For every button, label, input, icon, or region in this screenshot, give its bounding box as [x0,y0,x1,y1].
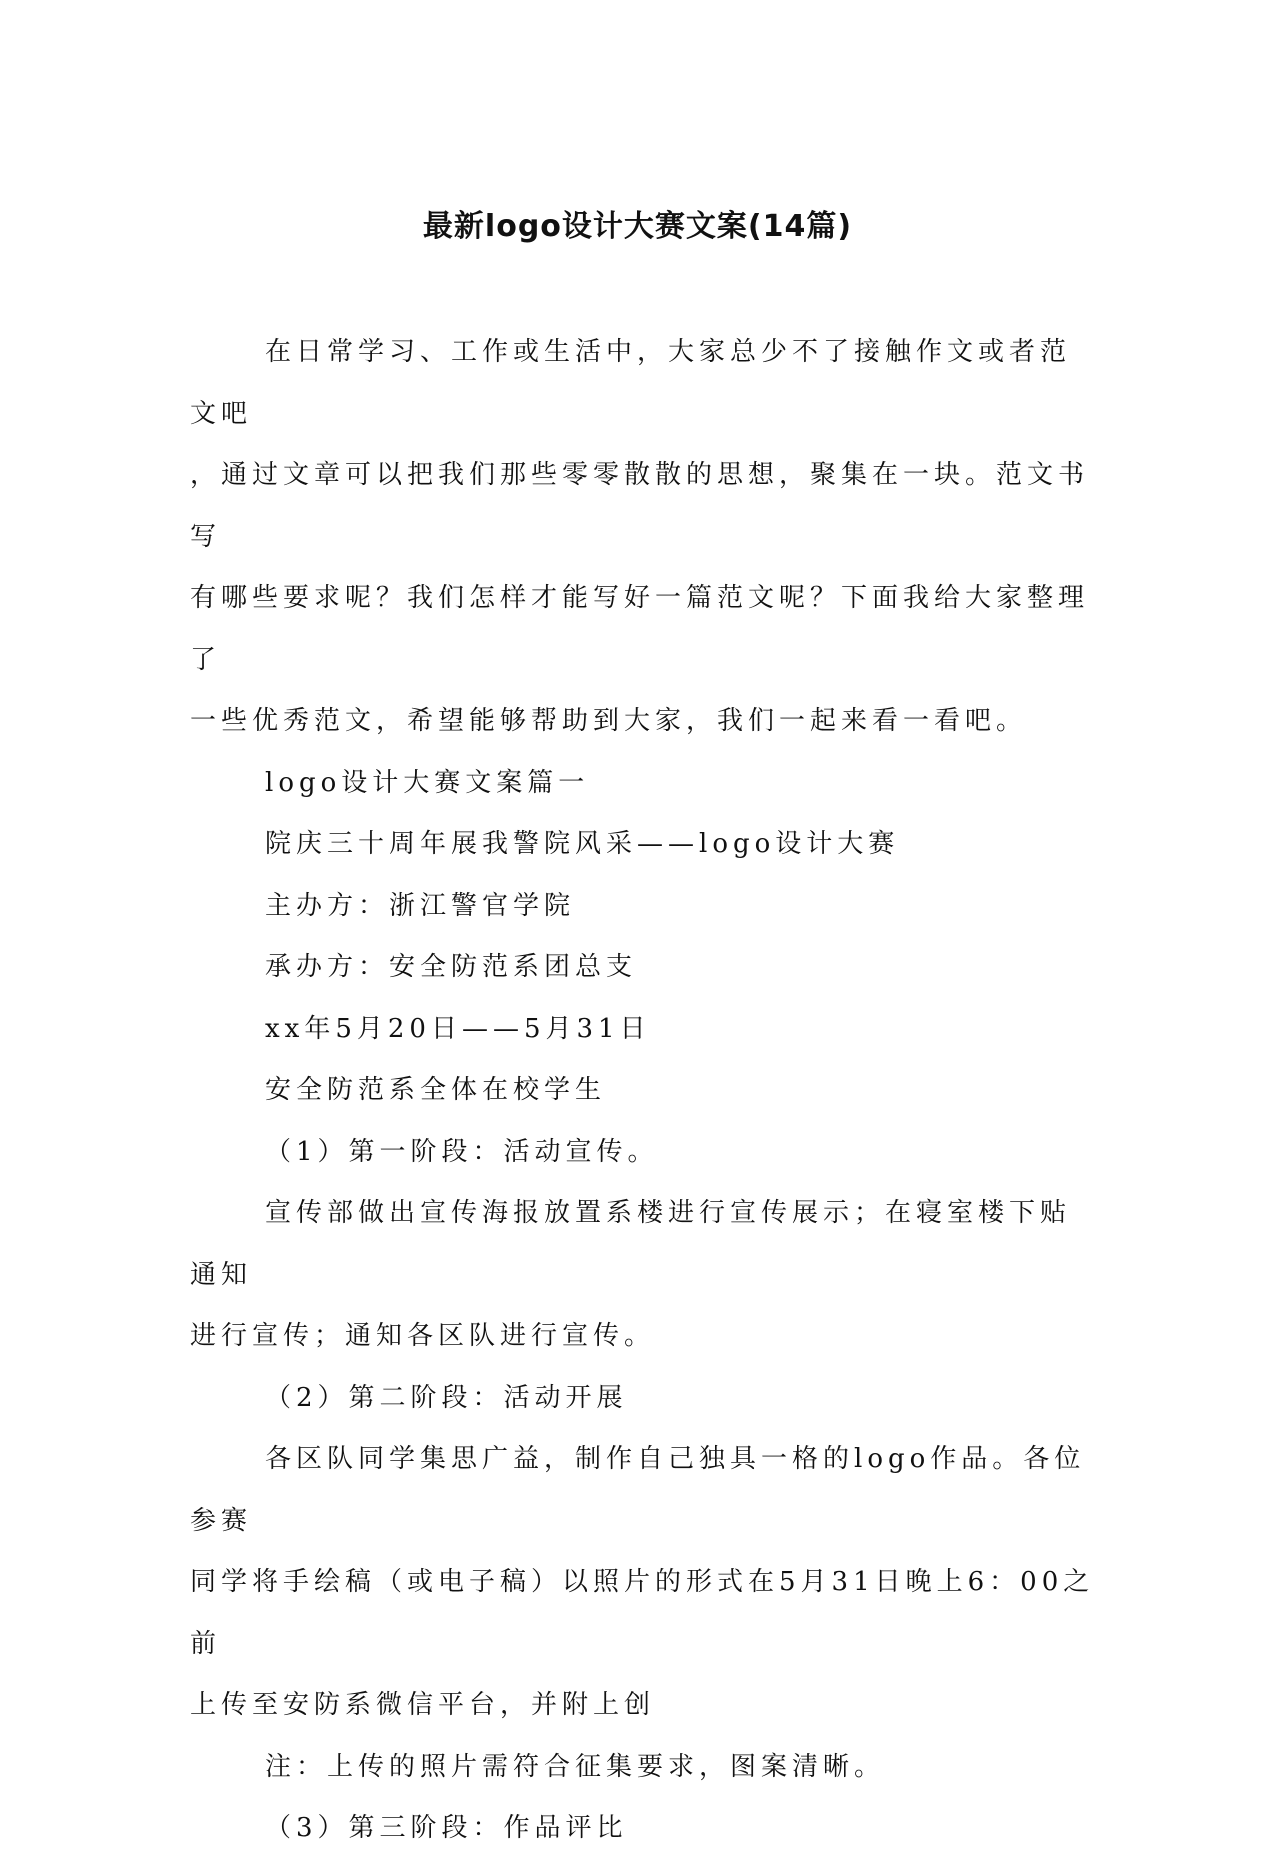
stage1-heading: （1）第一阶段：活动宣传。 [265,1136,659,1167]
intro-paragraph-continued [190,445,1095,753]
stage2-paragraph-continued [190,1552,1095,1737]
stage1-paragraph-continued [190,1306,1095,1368]
intro-paragraph [190,322,1095,445]
intro-line: 一些优秀范文，希望能够帮助到大家，我们一起来看一看吧。 [190,706,1028,736]
stage2-line: 上传至安防系微信平台，并附上创 [190,1690,656,1720]
document-body [190,322,1095,1860]
stage1-line: 宣传部做出宣传海报放置系楼进行宣传展示；在寝室楼下贴通知 [190,1198,1072,1290]
stage2-paragraph [190,1429,1095,1552]
co-organizer: 承办方：安全防范系团总支 [265,952,638,982]
section-heading: logo设计大赛文案篇一 [265,767,590,798]
document-title: 最新logo设计大赛文案(14篇) [422,209,853,244]
participants: 安全防范系全体在校学生 [265,1075,607,1105]
stage3-heading: （3）第三阶段：作品评比 [265,1813,628,1843]
stage2-heading: （2）第二阶段：活动开展 [265,1382,628,1413]
organizer: 主办方：浙江警官学院 [265,890,576,921]
event-dates: xx年5月20日——5月31日 [265,1013,651,1044]
intro-line: 在日常学习、工作或生活中，大家总少不了接触作文或者范文吧 [190,337,1072,429]
stage2-line: 各区队同学集思广益，制作自己独具一格的logo作品。各位参赛 [190,1444,1086,1536]
note: 注：上传的照片需符合征集要求，图案清晰。 [265,1751,886,1782]
intro-line: ，通过文章可以把我们那些零零散散的思想，聚集在一块。范文书写 [190,460,1090,552]
intro-line: 有哪些要求呢？我们怎样才能写好一篇范文呢？下面我给大家整理了 [190,583,1090,675]
contest-title: 院庆三十周年展我警院风采——logo设计大赛 [265,829,900,859]
stage1-line: 进行宣传；通知各区队进行宣传。 [190,1321,656,1351]
stage2-line: 同学将手绘稿（或电子稿）以照片的形式在5月31日晚上6：00之前 [190,1567,1095,1659]
stage1-paragraph [190,1183,1095,1306]
